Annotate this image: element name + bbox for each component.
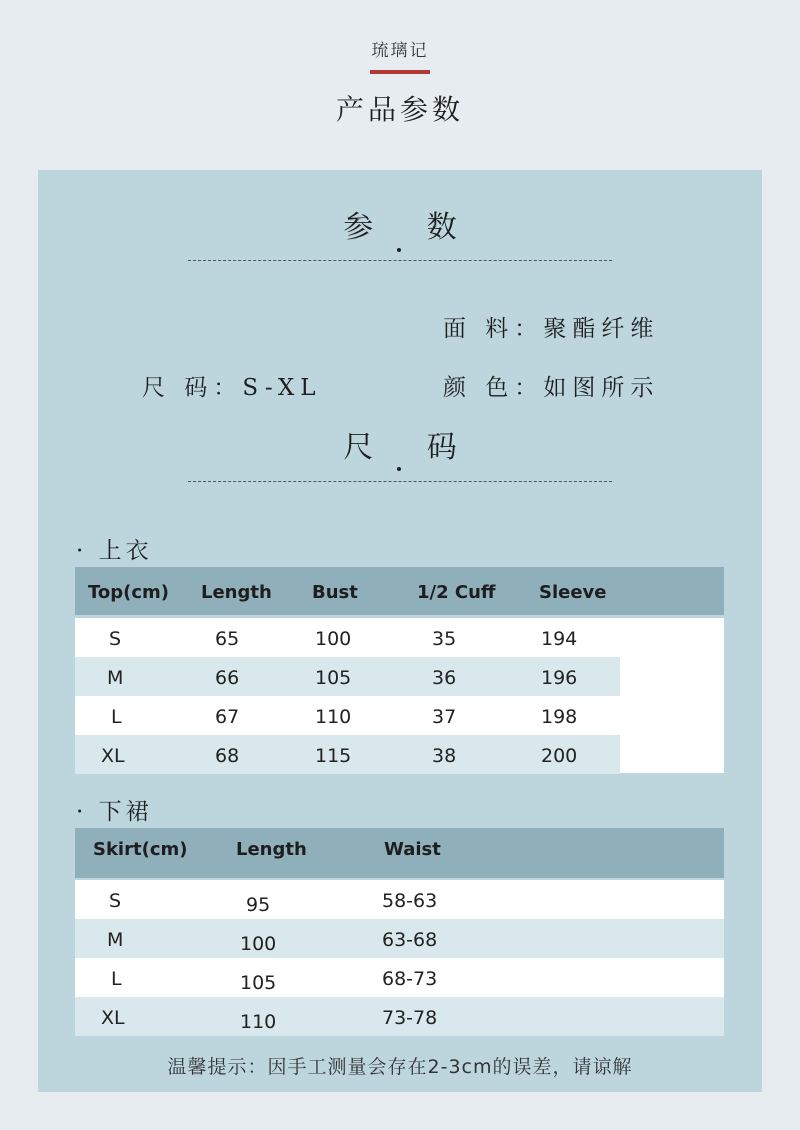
table-cell: 58-63 — [382, 890, 438, 912]
table-cell: 37 — [432, 706, 457, 728]
table-cell: 110 — [240, 1011, 277, 1033]
table-cell: 67 — [215, 706, 240, 728]
table-cell: L — [111, 706, 122, 728]
table-cell: 63-68 — [382, 929, 438, 951]
table-cell: 68-73 — [382, 968, 438, 990]
size-heading: 尺 码 — [343, 430, 479, 465]
table-row — [75, 919, 724, 958]
size-value: S-XL — [242, 375, 322, 401]
table-cell: S — [109, 628, 122, 650]
size-heading-rule — [188, 481, 612, 482]
fabric-value: 聚酯纤维 — [543, 316, 660, 342]
color-value: 如图所示 — [543, 375, 660, 401]
table-cell: 194 — [541, 628, 578, 650]
parameters-panel — [38, 170, 762, 1092]
column-header: Length — [201, 582, 272, 603]
table-row — [75, 958, 724, 997]
color-label: 颜 色： — [443, 375, 544, 401]
measurement-note: 温馨提示：因手工测量会存在2-3cm的误差，请谅解 — [167, 1056, 633, 1078]
fabric-label: 面 料： — [443, 316, 544, 342]
table-header — [75, 828, 724, 878]
white-patch — [620, 657, 724, 773]
brand-name: 琉璃记 — [371, 41, 429, 61]
column-header: Bust — [312, 582, 358, 603]
table-cell: 68 — [215, 745, 240, 767]
params-heading: 参 数 — [343, 210, 479, 245]
table-cell: 95 — [246, 894, 271, 916]
table-row — [75, 997, 724, 1036]
table-cell: 100 — [315, 628, 352, 650]
table-cell: 110 — [315, 706, 352, 728]
table-cell: 36 — [432, 667, 457, 689]
top-size-table — [75, 567, 724, 774]
table-cell: 198 — [541, 706, 578, 728]
table-cell: 200 — [541, 745, 578, 767]
column-header: Waist — [384, 839, 441, 860]
table-cell: L — [111, 968, 122, 990]
column-header: Sleeve — [539, 582, 607, 603]
table-row — [75, 657, 620, 696]
column-header: 1/2 Cuff — [417, 582, 496, 603]
table-cell: 105 — [240, 972, 277, 994]
table-row — [75, 880, 724, 919]
size-row — [142, 369, 322, 402]
column-header: Top(cm) — [88, 582, 170, 603]
table-row — [75, 735, 620, 774]
table-cell: 100 — [240, 933, 277, 955]
table-cell: M — [107, 929, 124, 951]
page-title: 产品参数 — [335, 93, 464, 126]
color-row — [443, 369, 659, 402]
table-cell: 105 — [315, 667, 352, 689]
table-cell: 196 — [541, 667, 578, 689]
table-cell: 66 — [215, 667, 240, 689]
table-header — [75, 567, 724, 615]
size-heading-dot — [397, 467, 401, 471]
params-heading-dot — [397, 248, 401, 252]
table-cell: S — [109, 890, 122, 912]
brand-accent-line — [370, 70, 430, 74]
skirt-size-table — [75, 828, 724, 1036]
table-cell: 73-78 — [382, 1007, 438, 1029]
table-cell: 115 — [315, 745, 352, 767]
column-header: Skirt(cm) — [93, 839, 188, 860]
table-cell: XL — [101, 745, 125, 767]
table-cell: M — [107, 667, 124, 689]
params-heading-rule — [188, 260, 612, 261]
table-cell: 38 — [432, 745, 457, 767]
table-cell: 65 — [215, 628, 240, 650]
table-cell: XL — [101, 1007, 125, 1029]
column-header: Length — [236, 839, 307, 860]
size-label: 尺 码： — [142, 375, 243, 401]
skirt-group-title: · 下裙 — [76, 799, 153, 825]
fabric-row — [443, 310, 659, 343]
table-cell: 35 — [432, 628, 457, 650]
table-row — [75, 618, 724, 657]
top-group-title: · 上衣 — [76, 538, 153, 564]
